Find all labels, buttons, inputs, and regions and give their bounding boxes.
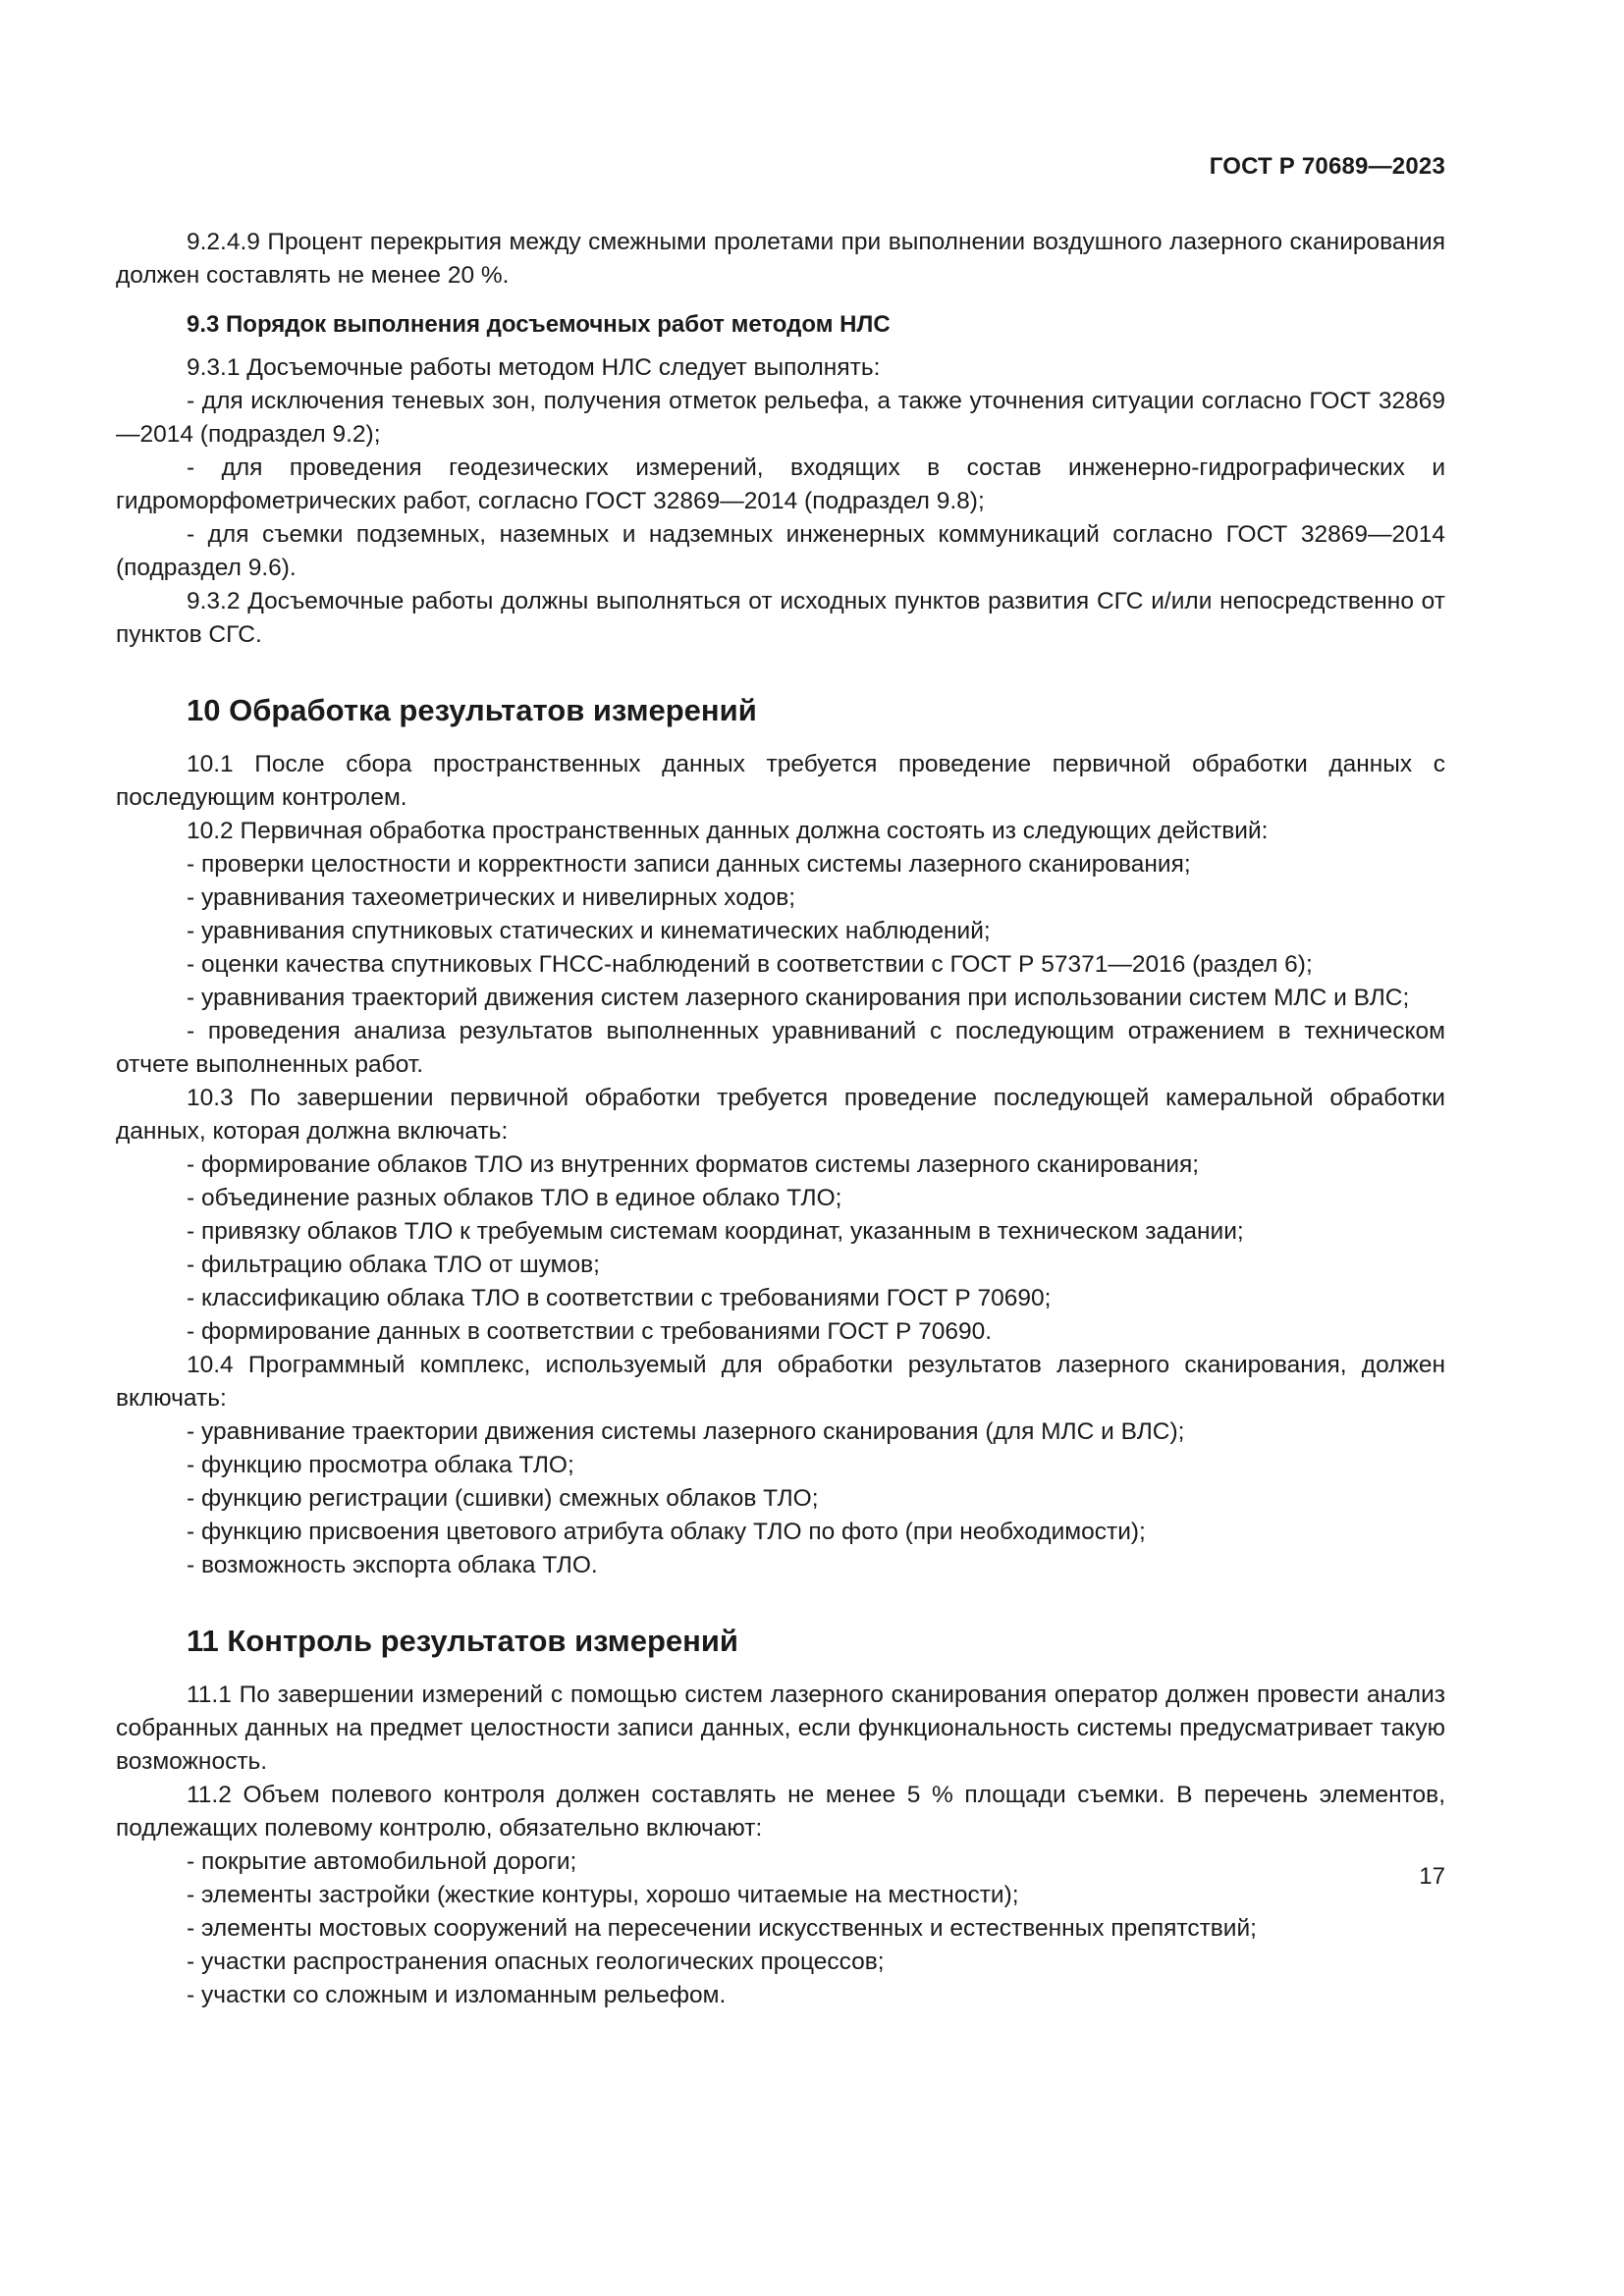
list-item: - уравнивания траекторий движения систем лазерного сканирования при использовании систем МЛС и ВЛС; xyxy=(187,985,1410,1011)
paragraph-10-4: 10.4 Программный комплекс, используемый для обработки результатов лазерного сканирования, должен включать: xyxy=(116,1352,1445,1412)
list-item: - формирование данных в соответствии с требованиями ГОСТ Р 70690. xyxy=(187,1318,993,1345)
paragraph-9-2-4-9: 9.2.4.9 Процент перекрытия между смежными пролетами при выполнении воздушного лазерного сканирования должен составлять не менее 20 %. xyxy=(116,229,1445,289)
list-item: - уравнивания спутниковых статических и кинематических наблюдений; xyxy=(187,918,991,944)
paragraph-11-2: 11.2 Объем полевого контроля должен составлять не менее 5 % площади съемки. В перечень элементов, подлежащих полевому контролю, обязательно включают: xyxy=(116,1782,1445,1842)
list-item: - элементы мостовых сооружений на пересечении искусственных и естественных препятствий; xyxy=(187,1915,1257,1942)
list-item: - участки со сложным и изломанным рельефом. xyxy=(187,1982,727,2008)
list-item: - формирование облаков ТЛО из внутренних форматов системы лазерного сканирования; xyxy=(187,1151,1200,1178)
document-id-header: ГОСТ Р 70689—2023 xyxy=(1209,153,1445,180)
list-item: - функцию просмотра облака ТЛО; xyxy=(187,1452,574,1478)
list-item: - проведения анализа результатов выполненных уравниваний с последующим отражением в техническом отчете выполненных работ. xyxy=(116,1018,1445,1078)
list-item: - для съемки подземных, наземных и надземных инженерных коммуникаций согласно ГОСТ 32869—2014 (подраздел 9.6). xyxy=(116,521,1445,581)
list-item: - оценки качества спутниковых ГНСС-наблюдений в соответствии с ГОСТ Р 57371—2016 (раздел 6); xyxy=(187,951,1313,978)
list-item: - фильтрацию облака ТЛО от шумов; xyxy=(187,1252,600,1278)
section-heading-11: 11 Контроль результатов измерений xyxy=(187,1624,738,1658)
list-item: - элементы застройки (жесткие контуры, хорошо читаемые на местности); xyxy=(187,1882,1019,1908)
list-item: - для проведения геодезических измерений, входящих в состав инженерно-гидрографических и гидроморфометрических работ, согласно ГОСТ 32869—2014 (подраздел 9.8); xyxy=(116,454,1445,514)
list-item: - привязку облаков ТЛО к требуемым системам координат, указанным в техническом задании; xyxy=(187,1218,1244,1245)
list-item: - участки распространения опасных геологических процессов; xyxy=(187,1949,885,1975)
paragraph-10-3: 10.3 По завершении первичной обработки требуется проведение последующей камеральной обработки данных, которая должна включать: xyxy=(116,1085,1445,1145)
paragraph-10-1: 10.1 После сбора пространственных данных требуется проведение первичной обработки данных с последующим контролем. xyxy=(116,751,1445,811)
paragraph-9-3-1: 9.3.1 Досъемочные работы методом НЛС следует выполнять: xyxy=(187,354,881,381)
list-item: - уравнивания тахеометрических и нивелирных ходов; xyxy=(187,884,796,911)
page-number: 17 xyxy=(1419,1863,1445,1890)
paragraph-9-3-2: 9.3.2 Досъемочные работы должны выполняться от исходных пунктов развития СГС и/или непосредственно от пунктов СГС. xyxy=(116,588,1445,648)
paragraph-10-2: 10.2 Первичная обработка пространственных данных должна состоять из следующих действий: xyxy=(187,818,1269,844)
list-item: - функцию регистрации (сшивки) смежных облаков ТЛО; xyxy=(187,1485,819,1512)
paragraph-11-1: 11.1 По завершении измерений с помощью систем лазерного сканирования оператор должен провести анализ собранных данных на предмет целостности записи данных, если функциональность системы предусматривает такую возможность. xyxy=(116,1682,1445,1775)
list-item: - классификацию облака ТЛО в соответствии с требованиями ГОСТ Р 70690; xyxy=(187,1285,1052,1311)
subsection-heading-9-3: 9.3 Порядок выполнения досъемочных работ методом НЛС xyxy=(187,311,891,338)
list-item: - объединение разных облаков ТЛО в единое облако ТЛО; xyxy=(187,1185,842,1211)
list-item: - функцию присвоения цветового атрибута облаку ТЛО по фото (при необходимости); xyxy=(187,1519,1146,1545)
list-item: - возможность экспорта облака ТЛО. xyxy=(187,1552,598,1578)
list-item: - проверки целостности и корректности записи данных системы лазерного сканирования; xyxy=(187,851,1191,878)
list-item: - уравнивание траектории движения системы лазерного сканирования (для МЛС и ВЛС); xyxy=(187,1418,1185,1445)
list-item: - покрытие автомобильной дороги; xyxy=(187,1848,577,1875)
section-heading-10: 10 Обработка результатов измерений xyxy=(187,693,757,727)
document-body xyxy=(116,226,1445,2012)
list-item: - для исключения теневых зон, получения отметок рельефа, а также уточнения ситуации согласно ГОСТ 32869—2014 (подраздел 9.2); xyxy=(116,388,1445,448)
